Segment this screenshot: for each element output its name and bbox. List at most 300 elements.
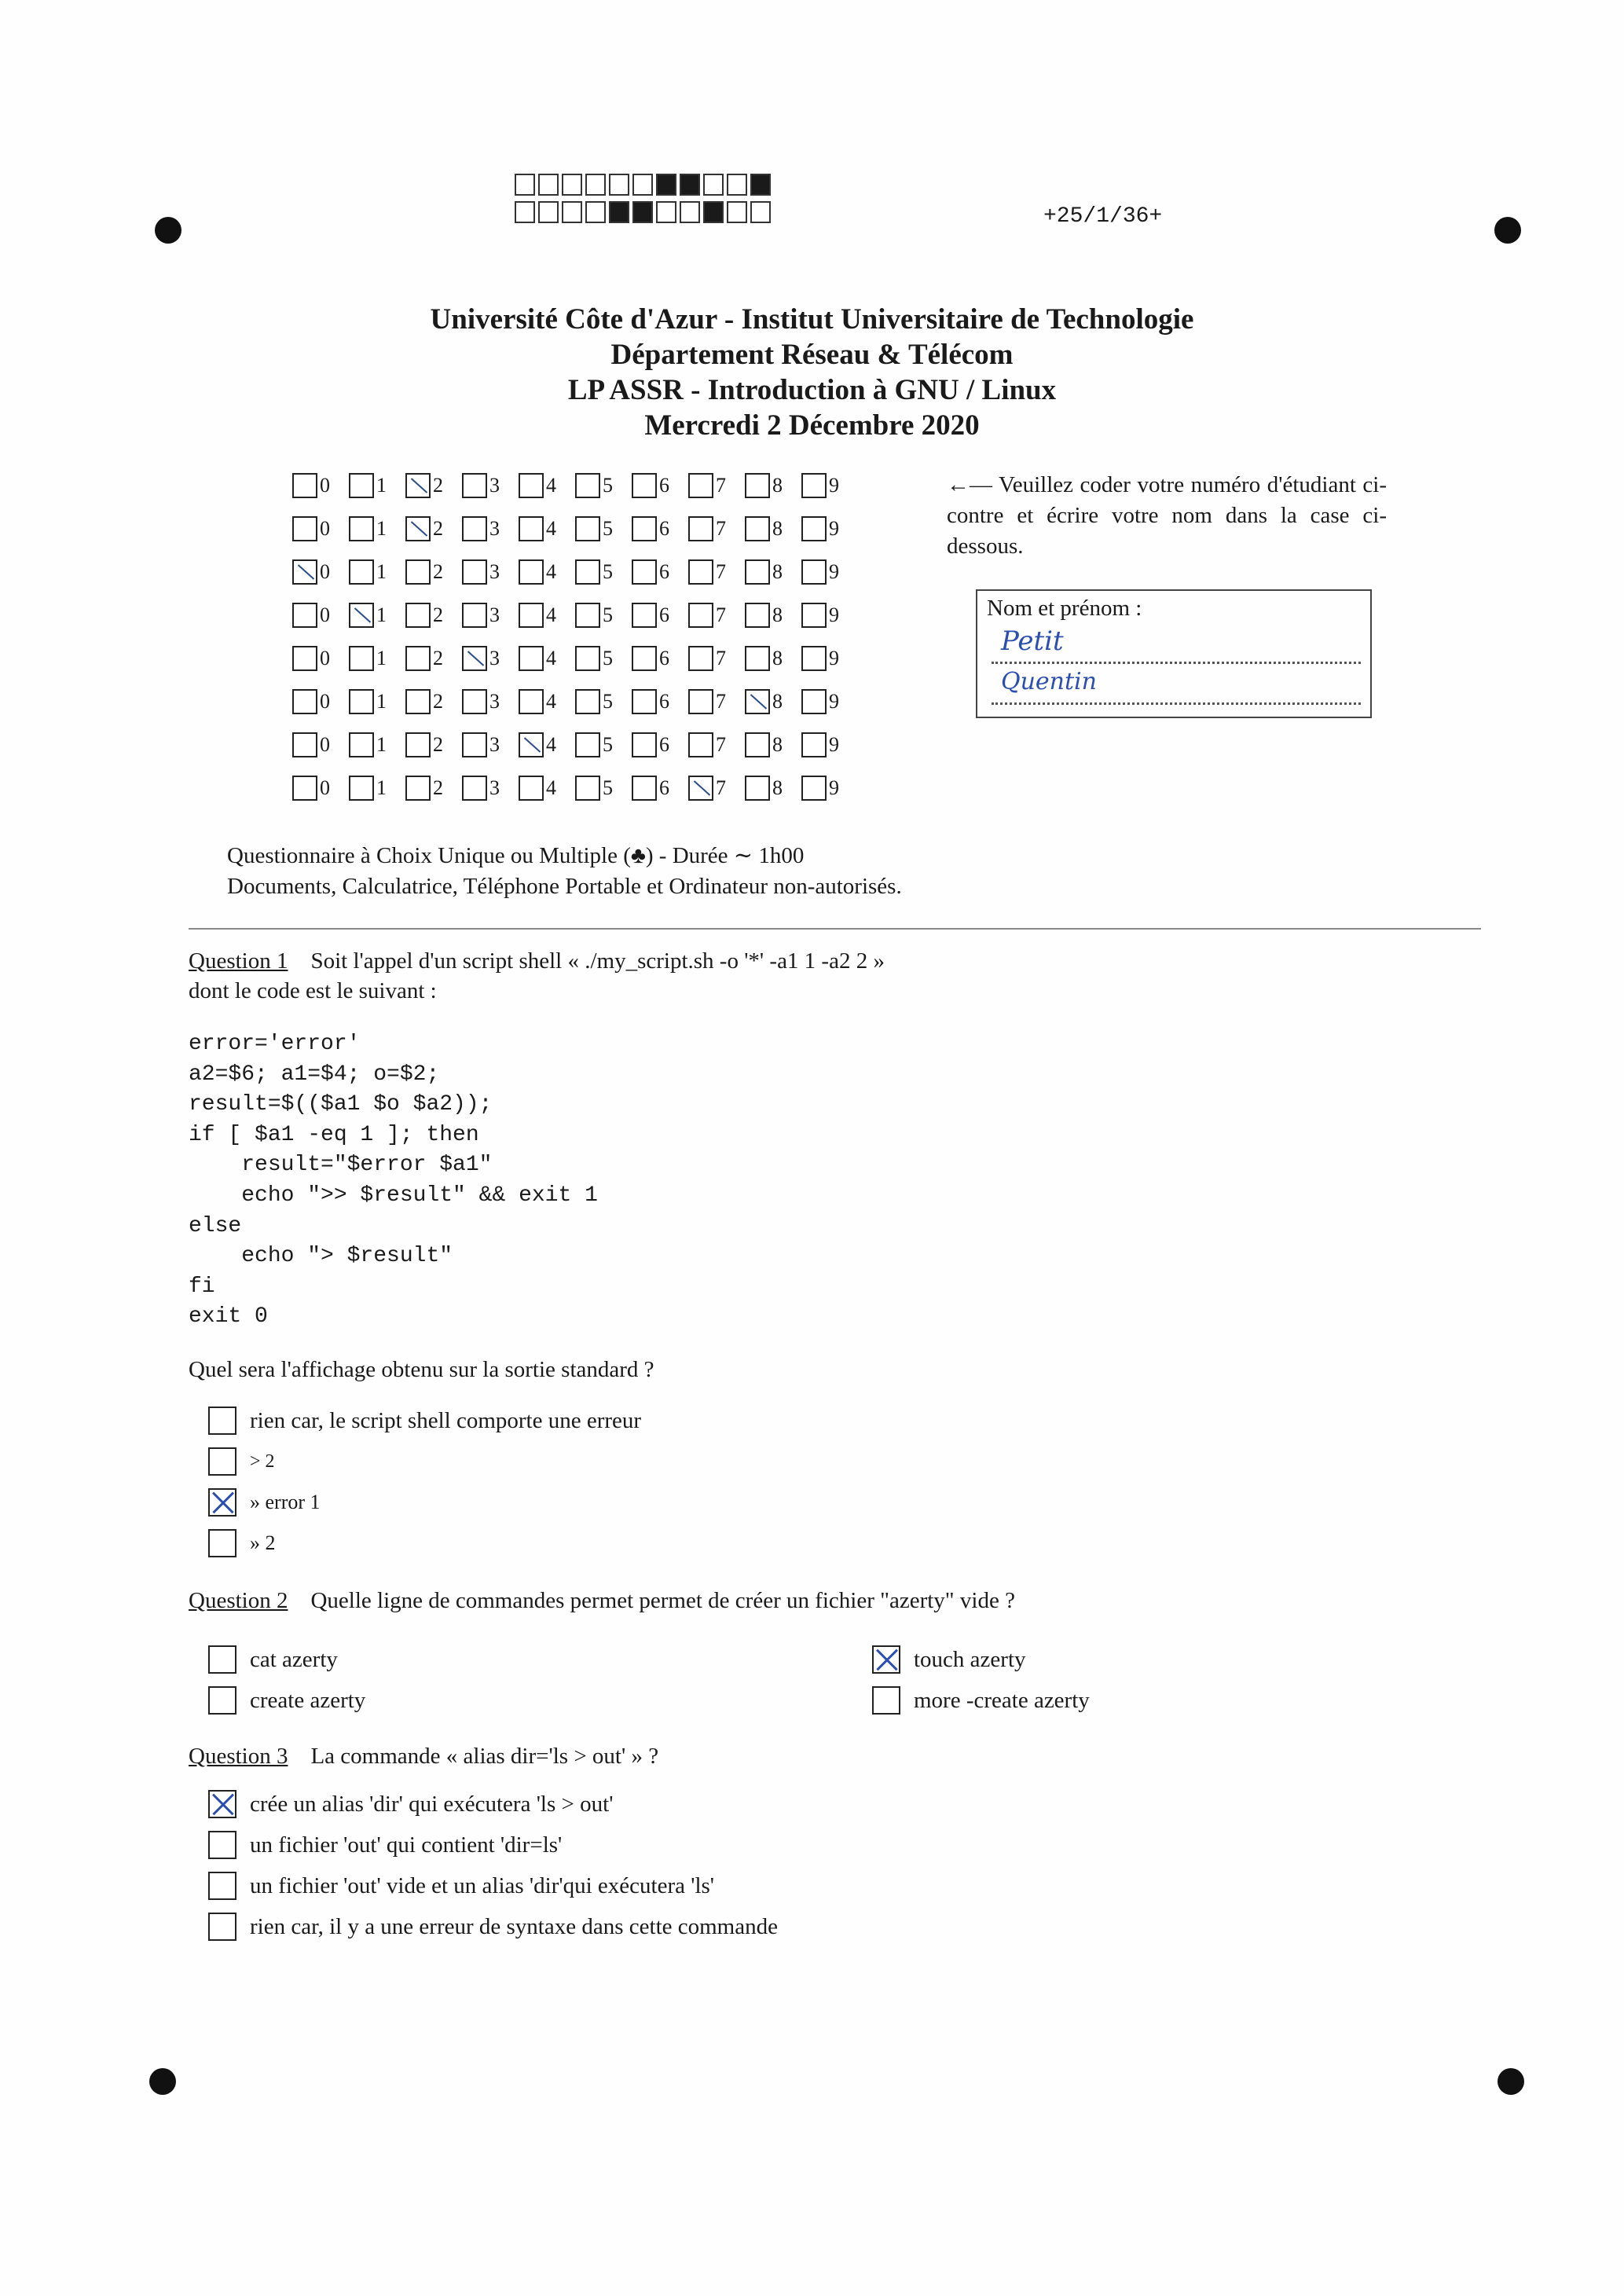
digit-label: 6 — [659, 689, 669, 713]
digit-option[interactable] — [688, 473, 745, 498]
digit-checkbox[interactable] — [745, 559, 770, 585]
digit-checkbox[interactable] — [801, 689, 827, 714]
digit-label: 9 — [829, 473, 839, 497]
digit-checkbox[interactable] — [575, 473, 600, 498]
digit-checkbox[interactable] — [405, 689, 431, 714]
digit-option[interactable] — [349, 473, 405, 498]
digit-label: 8 — [772, 559, 783, 583]
digit-checkbox[interactable] — [575, 689, 600, 714]
answer-option[interactable] — [208, 1831, 562, 1859]
barcode-row — [515, 201, 774, 223]
digit-label: 6 — [659, 473, 669, 497]
digit-option[interactable] — [575, 646, 632, 671]
digit-option[interactable] — [519, 603, 575, 628]
digit-label: 0 — [320, 516, 330, 540]
digit-checkbox[interactable] — [349, 559, 374, 585]
barcode-cell — [703, 201, 724, 223]
digit-option[interactable] — [575, 559, 632, 585]
digit-option[interactable] — [745, 603, 801, 628]
digit-checkbox[interactable] — [745, 732, 770, 757]
answer-label: > 2 — [250, 1451, 275, 1472]
digit-label: 7 — [716, 603, 726, 626]
digit-checkbox[interactable] — [349, 689, 374, 714]
digit-label: 5 — [603, 646, 613, 669]
digit-option[interactable] — [575, 473, 632, 498]
answer-label: » 2 — [250, 1531, 276, 1554]
student-digit-row — [292, 723, 858, 766]
digit-option[interactable] — [632, 776, 688, 801]
digit-checkbox[interactable] — [745, 689, 770, 714]
answer-checkbox[interactable] — [208, 1872, 236, 1900]
digit-option[interactable] — [632, 559, 688, 585]
digit-checkbox[interactable] — [801, 603, 827, 628]
digit-option[interactable] — [405, 732, 462, 757]
digit-label: 8 — [772, 516, 783, 540]
digit-checkbox[interactable] — [801, 559, 827, 585]
digit-checkbox[interactable] — [405, 516, 431, 541]
digit-checkbox[interactable] — [519, 646, 544, 671]
digit-checkbox[interactable] — [405, 603, 431, 628]
barcode-cell — [538, 201, 559, 223]
question-1-prompt: Quel sera l'affichage obtenu sur la sortie standard ? — [189, 1357, 654, 1382]
digit-label: 6 — [659, 732, 669, 756]
digit-option[interactable] — [292, 689, 349, 714]
answer-checkbox[interactable] — [872, 1645, 900, 1674]
digit-option[interactable] — [462, 646, 519, 671]
digit-checkbox[interactable] — [349, 516, 374, 541]
digit-checkbox[interactable] — [462, 646, 487, 671]
digit-checkbox[interactable] — [405, 776, 431, 801]
digit-checkbox[interactable] — [519, 776, 544, 801]
digit-checkbox[interactable] — [519, 689, 544, 714]
answer-label: un fichier 'out' vide et un alias 'dir'qui exécutera 'ls' — [250, 1872, 715, 1898]
barcode-cell — [585, 201, 606, 223]
digit-label: 0 — [320, 473, 330, 497]
student-digit-row — [292, 766, 858, 809]
digit-checkbox[interactable] — [632, 473, 657, 498]
digit-option[interactable] — [462, 559, 519, 585]
digit-option[interactable] — [632, 473, 688, 498]
digit-option[interactable] — [519, 732, 575, 757]
digit-option[interactable] — [801, 603, 858, 628]
digit-checkbox[interactable] — [745, 473, 770, 498]
student-digit-row — [292, 636, 858, 680]
digit-checkbox[interactable] — [801, 732, 827, 757]
digit-label: 3 — [489, 689, 500, 713]
digit-option[interactable] — [462, 603, 519, 628]
digit-label: 2 — [433, 776, 443, 799]
digit-option[interactable] — [688, 732, 745, 757]
question-2-text — [189, 1586, 1015, 1616]
digit-option[interactable] — [349, 559, 405, 585]
answer-checkbox[interactable] — [208, 1790, 236, 1818]
question-label: Question 2 — [189, 1588, 288, 1613]
digit-checkbox[interactable] — [292, 776, 317, 801]
digit-option[interactable] — [632, 732, 688, 757]
digit-checkbox[interactable] — [292, 473, 317, 498]
digit-option[interactable] — [745, 559, 801, 585]
answer-checkbox[interactable] — [208, 1447, 236, 1476]
digit-checkbox[interactable] — [349, 646, 374, 671]
digit-label: 3 — [489, 559, 500, 583]
digit-label: 4 — [546, 732, 556, 756]
digit-option[interactable] — [292, 603, 349, 628]
digit-label: 2 — [433, 646, 443, 669]
digit-label: 5 — [603, 732, 613, 756]
digit-label: 4 — [546, 473, 556, 497]
digit-option[interactable] — [292, 646, 349, 671]
digit-checkbox[interactable] — [405, 473, 431, 498]
digit-option[interactable] — [462, 516, 519, 541]
digit-option[interactable] — [688, 689, 745, 714]
registration-dot-top-right — [1494, 217, 1521, 244]
digit-checkbox[interactable] — [405, 646, 431, 671]
digit-checkbox[interactable] — [575, 776, 600, 801]
digit-option[interactable] — [519, 776, 575, 801]
digit-checkbox[interactable] — [349, 473, 374, 498]
answer-checkbox[interactable] — [208, 1686, 236, 1715]
digit-label: 0 — [320, 776, 330, 799]
digit-option[interactable] — [575, 689, 632, 714]
digit-checkbox[interactable] — [575, 603, 600, 628]
answer-label: more -create azerty — [914, 1687, 1090, 1713]
registration-dot-bottom-left — [149, 2068, 176, 2095]
question-body: La commande « alias dir='ls > out' » ? — [310, 1744, 659, 1769]
student-number-grid — [292, 464, 858, 809]
answer-checkbox[interactable] — [208, 1831, 236, 1859]
answer-label: rien car, le script shell comporte une erreur — [250, 1407, 642, 1433]
digit-option[interactable] — [801, 689, 858, 714]
digit-option[interactable] — [405, 473, 462, 498]
digit-label: 9 — [829, 603, 839, 626]
digit-option[interactable] — [292, 559, 349, 585]
digit-option[interactable] — [575, 732, 632, 757]
digit-label: 5 — [603, 776, 613, 799]
barcode-cell — [609, 201, 629, 223]
digit-checkbox[interactable] — [349, 776, 374, 801]
barcode-cell — [632, 201, 653, 223]
digit-label: 5 — [603, 689, 613, 713]
digit-option[interactable] — [688, 646, 745, 671]
answer-checkbox[interactable] — [208, 1488, 236, 1517]
digit-option[interactable] — [519, 689, 575, 714]
answer-label: create azerty — [250, 1687, 366, 1713]
barcode-cell — [680, 174, 700, 196]
header-date: Mercredi 2 Décembre 2020 — [644, 409, 980, 442]
digit-checkbox[interactable] — [801, 516, 827, 541]
digit-option[interactable] — [688, 516, 745, 541]
barcode-cell — [562, 201, 582, 223]
digit-label: 0 — [320, 732, 330, 756]
digit-checkbox[interactable] — [632, 732, 657, 757]
digit-label: 6 — [659, 516, 669, 540]
digit-checkbox[interactable] — [575, 646, 600, 671]
digit-checkbox[interactable] — [688, 646, 713, 671]
answer-checkbox[interactable] — [208, 1645, 236, 1674]
digit-checkbox[interactable] — [688, 776, 713, 801]
digit-checkbox[interactable] — [462, 559, 487, 585]
digit-option[interactable] — [632, 516, 688, 541]
digit-option[interactable] — [688, 559, 745, 585]
digit-checkbox[interactable] — [405, 732, 431, 757]
digit-option[interactable] — [575, 516, 632, 541]
answer-option[interactable] — [208, 1645, 338, 1674]
digit-option[interactable] — [405, 559, 462, 585]
digit-checkbox[interactable] — [801, 776, 827, 801]
digit-label: 2 — [433, 689, 443, 713]
digit-option[interactable] — [801, 473, 858, 498]
barcode-cell — [585, 174, 606, 196]
digit-checkbox[interactable] — [462, 603, 487, 628]
digit-option[interactable] — [801, 559, 858, 585]
digit-option[interactable] — [745, 732, 801, 757]
answer-option[interactable] — [208, 1790, 613, 1818]
answer-label: touch azerty — [914, 1646, 1026, 1672]
exam-format: Questionnaire à Choix Unique ou Multiple (♣) - Durée ∼ 1h00 — [227, 843, 805, 868]
answer-option[interactable] — [208, 1913, 778, 1941]
digit-checkbox[interactable] — [745, 646, 770, 671]
digit-label: 3 — [489, 473, 500, 497]
digit-option[interactable] — [632, 689, 688, 714]
digit-checkbox[interactable] — [688, 516, 713, 541]
answer-checkbox[interactable] — [872, 1686, 900, 1715]
digit-checkbox[interactable] — [575, 732, 600, 757]
digit-option[interactable] — [349, 603, 405, 628]
digit-option[interactable] — [349, 646, 405, 671]
digit-checkbox[interactable] — [349, 732, 374, 757]
digit-option[interactable] — [519, 559, 575, 585]
digit-checkbox[interactable] — [632, 646, 657, 671]
exam-id: +25/1/36+ — [1043, 204, 1163, 229]
digit-label: 6 — [659, 559, 669, 583]
question-body: Quelle ligne de commandes permet permet de créer un fichier "azerty" vide ? — [310, 1588, 1015, 1613]
script-code: error='error' a2=$6; a1=$4; o=$2; result=$(($a1 $o $a2)); if [ $a1 -eq 1 ]; then result="$error $a1" echo ">> $result" && exit 1 else echo "> $result" fi exit 0 — [189, 1032, 598, 1330]
digit-checkbox[interactable] — [405, 559, 431, 585]
question-3-text — [189, 1741, 658, 1771]
digit-checkbox[interactable] — [292, 559, 317, 585]
digit-label: 8 — [772, 689, 783, 713]
digit-checkbox[interactable] — [688, 603, 713, 628]
answer-checkbox[interactable] — [208, 1529, 236, 1557]
digit-label: 2 — [433, 559, 443, 583]
digit-label: 1 — [376, 603, 387, 626]
digit-checkbox[interactable] — [632, 603, 657, 628]
digit-label: 0 — [320, 603, 330, 626]
header-course: LP ASSR - Introduction à GNU / Linux — [567, 374, 1057, 406]
digit-checkbox[interactable] — [575, 516, 600, 541]
digit-checkbox[interactable] — [745, 603, 770, 628]
digit-label: 2 — [433, 473, 443, 497]
digit-option[interactable] — [349, 516, 405, 541]
digit-option[interactable] — [519, 646, 575, 671]
digit-label: 8 — [772, 732, 783, 756]
digit-checkbox[interactable] — [801, 646, 827, 671]
digit-label: 3 — [489, 776, 500, 799]
digit-option[interactable] — [292, 516, 349, 541]
digit-label: 3 — [489, 732, 500, 756]
digit-option[interactable] — [801, 776, 858, 801]
digit-label: 2 — [433, 516, 443, 540]
digit-option[interactable] — [745, 776, 801, 801]
digit-checkbox[interactable] — [519, 473, 544, 498]
digit-option[interactable] — [292, 776, 349, 801]
digit-label: 8 — [772, 473, 783, 497]
digit-checkbox[interactable] — [462, 516, 487, 541]
digit-checkbox[interactable] — [292, 646, 317, 671]
digit-label: 7 — [716, 516, 726, 540]
answer-label: rien car, il y a une erreur de syntaxe dans cette commande — [250, 1913, 778, 1939]
digit-label: 0 — [320, 559, 330, 583]
digit-checkbox[interactable] — [688, 559, 713, 585]
digit-checkbox[interactable] — [688, 689, 713, 714]
digit-label: 9 — [829, 646, 839, 669]
digit-option[interactable] — [575, 603, 632, 628]
digit-label: 1 — [376, 516, 387, 540]
digit-label: 4 — [546, 776, 556, 799]
digit-checkbox[interactable] — [575, 559, 600, 585]
digit-label: 7 — [716, 473, 726, 497]
digit-option[interactable] — [405, 776, 462, 801]
digit-option[interactable] — [462, 776, 519, 801]
digit-option[interactable] — [632, 603, 688, 628]
barcode-cell — [538, 174, 559, 196]
digit-checkbox[interactable] — [745, 776, 770, 801]
digit-option[interactable] — [745, 689, 801, 714]
answer-option[interactable] — [208, 1529, 276, 1557]
digit-option[interactable] — [688, 603, 745, 628]
answer-option[interactable] — [208, 1872, 714, 1900]
barcode-cell — [750, 174, 771, 196]
question-body-continued: dont le code est le suivant : — [189, 978, 437, 1003]
question-1-text — [189, 946, 885, 1006]
digit-label: 8 — [772, 646, 783, 669]
digit-option[interactable] — [688, 776, 745, 801]
answer-option[interactable] — [208, 1686, 365, 1715]
digit-option[interactable] — [462, 689, 519, 714]
digit-label: 2 — [433, 603, 443, 626]
digit-label: 8 — [772, 776, 783, 799]
digit-checkbox[interactable] — [745, 516, 770, 541]
digit-label: 9 — [829, 776, 839, 799]
digit-option[interactable] — [462, 732, 519, 757]
digit-option[interactable] — [292, 732, 349, 757]
digit-checkbox[interactable] — [292, 732, 317, 757]
digit-option[interactable] — [349, 689, 405, 714]
digit-checkbox[interactable] — [688, 473, 713, 498]
digit-option[interactable] — [292, 473, 349, 498]
digit-checkbox[interactable] — [292, 689, 317, 714]
digit-checkbox[interactable] — [462, 732, 487, 757]
barcode-cell — [656, 174, 676, 196]
digit-option[interactable] — [745, 516, 801, 541]
digit-option[interactable] — [349, 776, 405, 801]
digit-label: 5 — [603, 516, 613, 540]
digit-checkbox[interactable] — [688, 732, 713, 757]
digit-option[interactable] — [745, 473, 801, 498]
digit-label: 7 — [716, 646, 726, 669]
digit-label: 4 — [546, 516, 556, 540]
digit-label: 5 — [603, 473, 613, 497]
answer-label: » error 1 — [250, 1491, 321, 1513]
digit-option[interactable] — [745, 646, 801, 671]
digit-checkbox[interactable] — [292, 516, 317, 541]
digit-label: 3 — [489, 603, 500, 626]
digit-option[interactable] — [405, 646, 462, 671]
digit-label: 0 — [320, 646, 330, 669]
digit-label: 1 — [376, 776, 387, 799]
digit-option[interactable] — [519, 516, 575, 541]
digit-checkbox[interactable] — [462, 689, 487, 714]
divider — [189, 928, 1481, 930]
digit-label: 4 — [546, 689, 556, 713]
digit-checkbox[interactable] — [519, 603, 544, 628]
question-body: Soit l'appel d'un script shell « ./my_script.sh -o '*' -a1 1 -a2 2 » — [310, 948, 885, 974]
digit-option[interactable] — [405, 603, 462, 628]
answer-option[interactable] — [872, 1686, 1090, 1715]
digit-checkbox[interactable] — [519, 516, 544, 541]
digit-label: 9 — [829, 559, 839, 583]
digit-label: 2 — [433, 732, 443, 756]
name-box[interactable] — [976, 589, 1372, 718]
digit-option[interactable] — [801, 516, 858, 541]
digit-label: 7 — [716, 732, 726, 756]
digit-checkbox[interactable] — [349, 603, 374, 628]
digit-checkbox[interactable] — [632, 776, 657, 801]
exam-rules: Documents, Calculatrice, Téléphone Portable et Ordinateur non-autorisés. — [227, 874, 902, 899]
student-digit-row — [292, 464, 858, 507]
digit-label: 9 — [829, 732, 839, 756]
answer-option[interactable] — [872, 1645, 1026, 1674]
digit-checkbox[interactable] — [462, 473, 487, 498]
answer-option[interactable] — [208, 1488, 321, 1517]
registration-dot-bottom-right — [1498, 2068, 1524, 2095]
header-university: Université Côte d'Azur - Institut Universitaire de Technologie — [430, 303, 1194, 336]
digit-checkbox[interactable] — [632, 689, 657, 714]
digit-option[interactable] — [575, 776, 632, 801]
digit-option[interactable] — [801, 646, 858, 671]
barcode-cell — [562, 174, 582, 196]
digit-checkbox[interactable] — [801, 473, 827, 498]
barcode-cell — [727, 174, 747, 196]
digit-option[interactable] — [519, 473, 575, 498]
answer-option[interactable] — [208, 1447, 275, 1476]
answer-option[interactable] — [208, 1407, 641, 1435]
digit-checkbox[interactable] — [632, 559, 657, 585]
digit-checkbox[interactable] — [519, 732, 544, 757]
digit-option[interactable] — [801, 732, 858, 757]
barcode-row — [515, 174, 774, 196]
digit-option[interactable] — [405, 516, 462, 541]
digit-option[interactable] — [405, 689, 462, 714]
digit-option[interactable] — [632, 646, 688, 671]
digit-label: 5 — [603, 603, 613, 626]
digit-label: 4 — [546, 603, 556, 626]
digit-checkbox[interactable] — [632, 516, 657, 541]
digit-label: 7 — [716, 776, 726, 799]
digit-label: 9 — [829, 516, 839, 540]
answer-checkbox[interactable] — [208, 1407, 236, 1435]
digit-checkbox[interactable] — [519, 559, 544, 585]
digit-label: 3 — [489, 516, 500, 540]
answer-checkbox[interactable] — [208, 1913, 236, 1941]
digit-checkbox[interactable] — [462, 776, 487, 801]
barcode-cell — [609, 174, 629, 196]
digit-checkbox[interactable] — [292, 603, 317, 628]
digit-option[interactable] — [462, 473, 519, 498]
answer-label: un fichier 'out' qui contient 'dir=ls' — [250, 1832, 563, 1858]
question-label: Question 1 — [189, 948, 288, 974]
digit-option[interactable] — [349, 732, 405, 757]
